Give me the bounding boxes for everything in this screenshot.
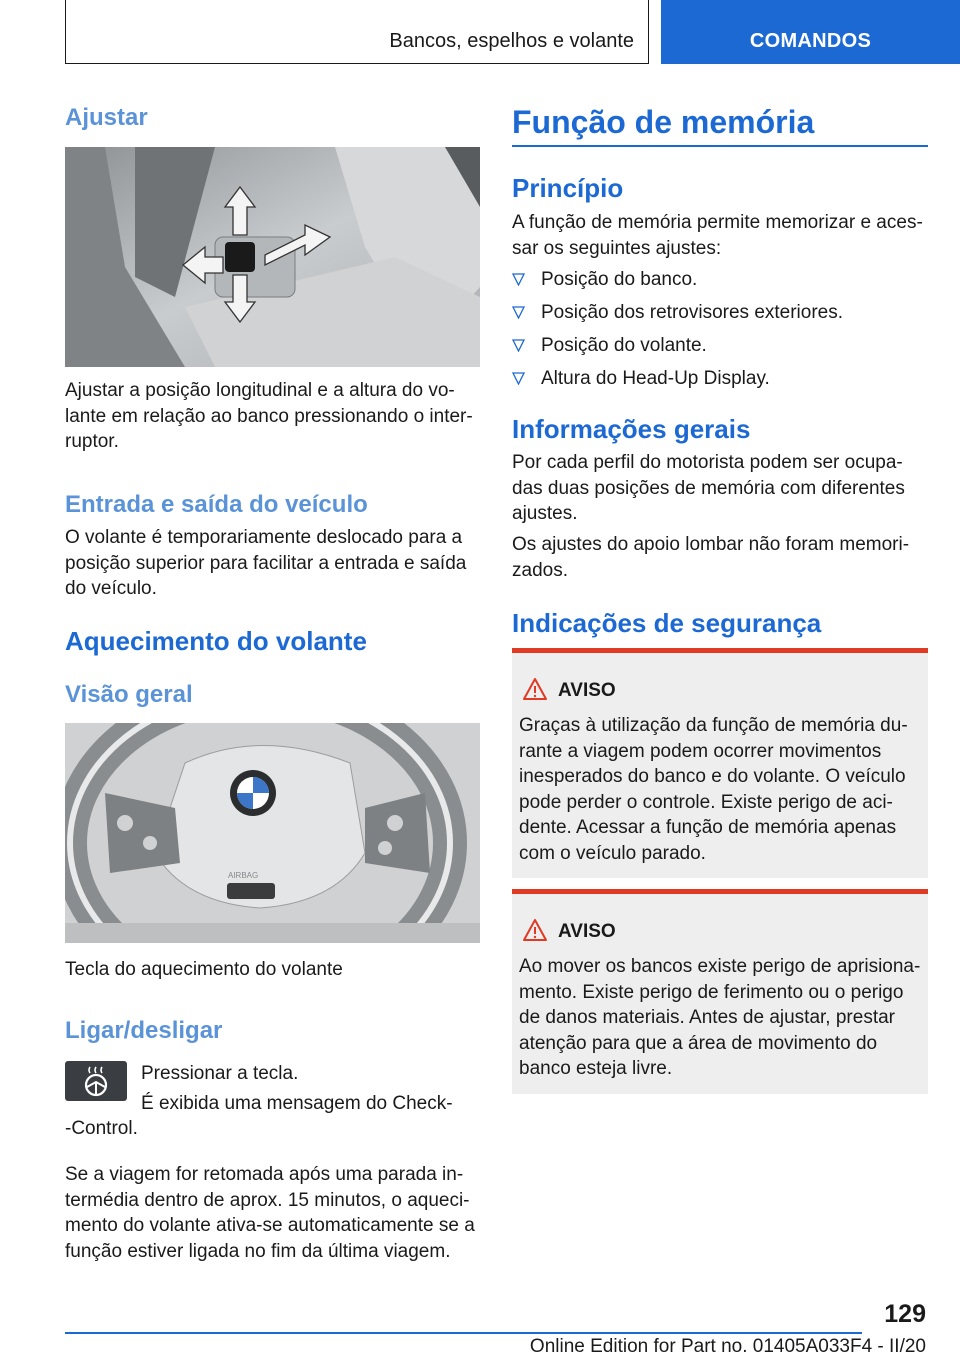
triangle-bullet-icon (512, 339, 525, 352)
page-number: 129 (884, 1300, 926, 1328)
steering-heating-icon (65, 1061, 127, 1101)
text-line: pode perder o controle. Existe perigo de aci- (519, 791, 893, 813)
chapter-tab-label: COMANDOS (749, 30, 872, 52)
caption-line: ruptor. (65, 431, 119, 452)
triangle-bullet-icon (512, 306, 525, 319)
list-item (512, 300, 928, 333)
principio-text (512, 210, 932, 261)
warning-text (519, 713, 924, 866)
text-line: inesperados do banco e do volante. O veículo (519, 766, 906, 787)
ajustar-heading: Ajustar (65, 104, 148, 131)
footer-rule (65, 1332, 862, 1334)
text-line: A função de memória permite memorizar e aces- (512, 212, 923, 233)
warning-box (512, 648, 928, 878)
list-item-text: Posição do banco. (541, 269, 698, 290)
info-text-2 (512, 532, 932, 583)
viagem-text (65, 1162, 485, 1264)
section-title: Bancos, espelhos e volante (389, 30, 634, 52)
text-line: posição superior para facilitar a entrada e saída (65, 552, 467, 574)
warning-triangle-icon (522, 918, 548, 942)
info-text-1 (512, 450, 932, 527)
ligar-text-3: -Control. (65, 1118, 138, 1139)
text-line: Os ajustes do apoio lombar não foram memori- (512, 534, 910, 555)
memory-settings-list (512, 267, 928, 399)
text-line: rante a viagem podem ocorrer movimentos (519, 740, 882, 762)
triangle-bullet-icon (512, 372, 525, 385)
text-line: do veículo. (65, 578, 157, 599)
steering-heating-button (65, 1061, 127, 1101)
ligar-text-2: É exibida uma mensagem do Check- (141, 1093, 453, 1114)
list-item (512, 366, 928, 399)
info-heading: Informações gerais (512, 414, 751, 444)
memoria-heading: Função de memória (512, 104, 815, 140)
steering-column-illustration (65, 147, 480, 367)
chapter-tab (661, 0, 960, 64)
text-line: Por cada perfil do motorista podem ser ocupa- (512, 452, 903, 473)
text-line: O volante é temporariamente deslocado para a (65, 527, 463, 548)
caption-line: lante em relação ao banco pressionando o inter- (65, 405, 473, 427)
entrada-heading: Entrada e saída do veículo (65, 491, 368, 518)
seguranca-heading: Indicações de segurança (512, 608, 822, 638)
list-item-text: Posição do volante. (541, 335, 707, 356)
page-header (0, 0, 960, 66)
list-item-text: Altura do Head-Up Display. (541, 368, 770, 389)
text-line: com o veículo parado. (519, 842, 706, 864)
aquecimento-heading: Aquecimento do volante (65, 626, 367, 656)
warning-title: AVISO (558, 680, 616, 701)
text-line: função estiver ligada no fim da última viagem. (65, 1240, 451, 1262)
airbag-label: AIRBAG (228, 871, 259, 880)
text-line: ajustes. (512, 503, 578, 524)
visao-heading: Visão geral (65, 681, 193, 708)
text-line: das duas posições de memória com diferentes (512, 477, 905, 499)
section-box (65, 0, 649, 64)
warning-triangle-icon (522, 677, 548, 701)
text-line: zados. (512, 559, 568, 581)
text-line: sar os seguintes ajustes: (512, 237, 722, 259)
steering-wheel-photo (65, 723, 480, 943)
warning-title: AVISO (558, 921, 616, 942)
steering-wheel-illustration (65, 723, 480, 943)
text-line: dente. Acessar a função de memória apenas (519, 817, 897, 838)
text-line: mento. Existe perigo de ferimento ou o perigo (519, 981, 904, 1003)
entrada-text (65, 525, 485, 602)
heading-rule (512, 145, 928, 147)
text-line: mento do volante ativa-se automaticamente se a (65, 1215, 475, 1236)
ligar-text-1: Pressionar a tecla. (141, 1063, 299, 1084)
text-line: Ao mover os bancos existe perigo de aprisiona- (519, 956, 921, 977)
warning-box (512, 889, 928, 1094)
list-item (512, 333, 928, 366)
principio-heading: Princípio (512, 173, 624, 203)
ligar-heading: Ligar/desligar (65, 1017, 223, 1044)
footer-edition: Online Edition for Part no. 01405A033F4 - II/20 (529, 1336, 926, 1357)
visao-caption: Tecla do aquecimento do volante (65, 959, 343, 980)
caption-line: Ajustar a posição longitudinal e a altura do vo- (65, 380, 455, 401)
triangle-bullet-icon (512, 273, 525, 286)
warning-text (519, 954, 924, 1082)
text-line: banco esteja livre. (519, 1058, 673, 1079)
text-line: atenção para que a área de movimento do (519, 1032, 878, 1054)
text-line: de danos materiais. Antes de ajustar, prestar (519, 1007, 895, 1028)
list-item (512, 267, 928, 300)
text-line: Graças à utilização da função de memória du- (519, 715, 908, 736)
steering-adjust-photo (65, 147, 480, 367)
ajustar-caption (65, 378, 485, 455)
text-line: Se a viagem for retomada após uma parada in- (65, 1164, 464, 1185)
text-line: termédia dentro de aprox. 15 minutos, o aqueci- (65, 1189, 470, 1211)
list-item-text: Posição dos retrovisores exteriores. (541, 302, 844, 323)
